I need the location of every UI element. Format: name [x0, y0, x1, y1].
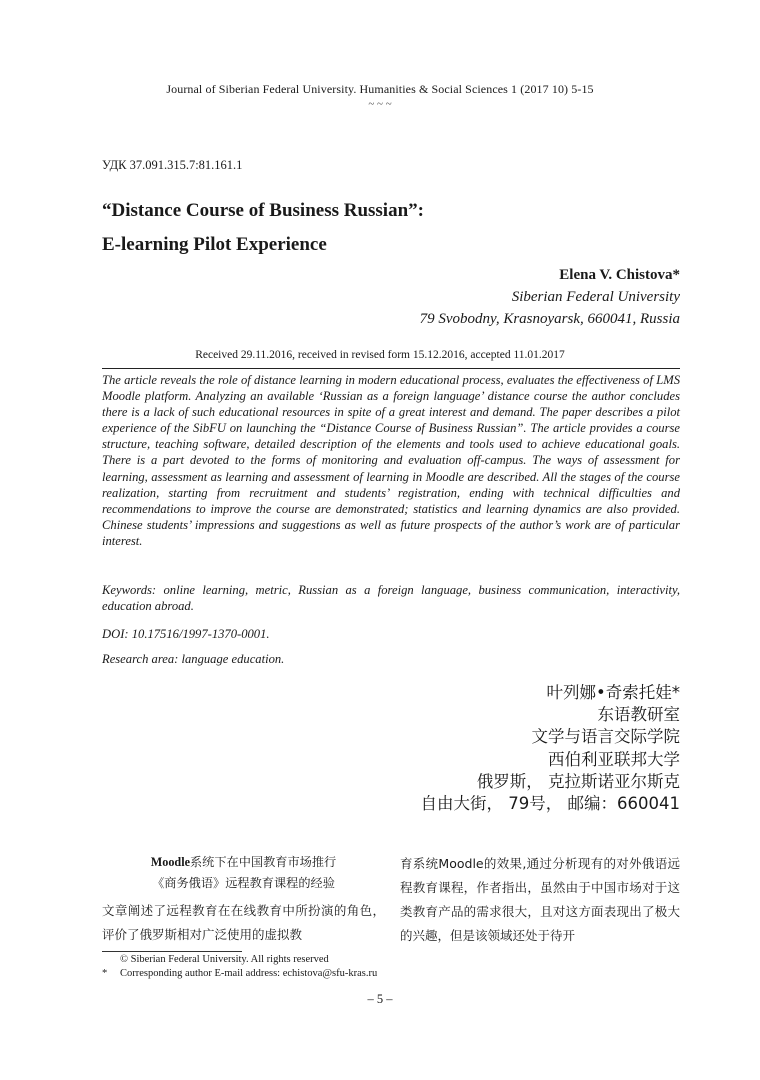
cn-author-institute: 文学与语言交际学院: [531, 727, 680, 747]
journal-header: Journal of Siberian Federal University. Humanities & Social Sciences 1 (2017 10) 5-15: [166, 82, 594, 96]
cn-author-university: 西伯利亚联邦大学: [548, 749, 680, 769]
doi: DOI: 10.17516/1997-1370-0001.: [102, 627, 270, 641]
cn-article-title: [102, 852, 385, 894]
cn-column-1-body: 文章阐述了远程教育在在线教育中所扮演的角色，评价了俄罗斯相对广泛使用的虚拟教: [102, 903, 385, 942]
cn-author-name: 叶列娜•奇索托娃*: [546, 683, 680, 702]
author-affiliation: Siberian Federal University: [511, 289, 680, 305]
divider-rule: [102, 368, 680, 369]
cn-author-city: 俄罗斯， 克拉斯诺亚尔斯克: [476, 771, 680, 791]
footnote-corresponding: [102, 967, 377, 981]
author-address: 79 Svobodny, Krasnoyarsk, 660041, Russia: [419, 311, 680, 327]
abstract: [102, 372, 680, 549]
author-name: Elena V. Chistova*: [559, 267, 680, 283]
received-dates: Received 29.11.2016, received in revised form 15.12.2016, accepted 11.01.2017: [195, 349, 565, 361]
title-line-1: “Distance Course of Business Russian”:: [102, 200, 424, 221]
cn-author-address: 自由大街， 79号， 邮编：660041: [420, 794, 680, 814]
corresponding-text: Corresponding author E-mail address: echistova@sfu-kras.ru: [120, 968, 378, 979]
page-number: – 5 –: [367, 992, 393, 1006]
article-title: [102, 194, 424, 262]
footnote-rule: [102, 951, 242, 952]
title-line-2: E-learning Pilot Experience: [102, 234, 327, 255]
udk-code: УДК 37.091.315.7:81.161.1: [102, 158, 243, 172]
cn-title-rest: 系统下在中国教育市场推行: [190, 855, 337, 869]
author-block: [420, 264, 680, 330]
footnotes: [102, 953, 377, 981]
header-ornament: ~ ~ ~: [368, 98, 392, 110]
cn-title-line-1: [102, 852, 385, 873]
cn-column-2-body: 育系统Moodle的效果,通过分析现有的对外俄语远程教育课程，作者指出，虽然由于中国市场对于这类教育产品的需求很大，且对这方面表现出了极大的兴趣，但是该领域还处于待开: [400, 856, 680, 943]
abstract-text: The article reveals the role of distance learning in modern educational process, evaluates the effectiveness of LMS Moodle platform. Analyzing an available ‘Russian as a foreign language’ distance course the author concludes there is a lack of such educational resources in spite of a great interest and demand. The paper describes a pilot experience of the SibFU on launching the “Distance Course of Business Russian”. The article provides a course structure, teaching software, detailed description of the elements and tools used to achieve educational goals. There is a part devoted to the forms of monitoring and evaluation off-campus. The ways of assessment for learning, assessment as learning and assessment of learning in Moodle are described. All the stages of the course realization, starting from recruitment and students’ registration, ending with technical difficulties and recommendations to improve the course are demonstrated; statistics and learning dynamics are also provided. Chinese students’ impressions and suggestions as well as future prospects of the author’s work are of particular interest.: [102, 373, 680, 548]
research-area: Research area: language education.: [102, 652, 285, 666]
cn-title-line-2: 《商务俄语》远程教育课程的经验: [152, 876, 335, 890]
keywords: Keywords: online learning, metric, Russian as a foreign language, business communication, interactivity, education abroad.: [102, 583, 680, 614]
footnote-copyright: [102, 953, 377, 967]
copyright-text: © Siberian Federal University. All rights reserved: [120, 954, 329, 965]
chinese-author-block: [421, 682, 680, 815]
cn-title-prefix: Moodle: [150, 855, 190, 869]
footnote-star: *: [102, 968, 108, 979]
cn-author-dept: 东语教研室: [597, 705, 680, 725]
